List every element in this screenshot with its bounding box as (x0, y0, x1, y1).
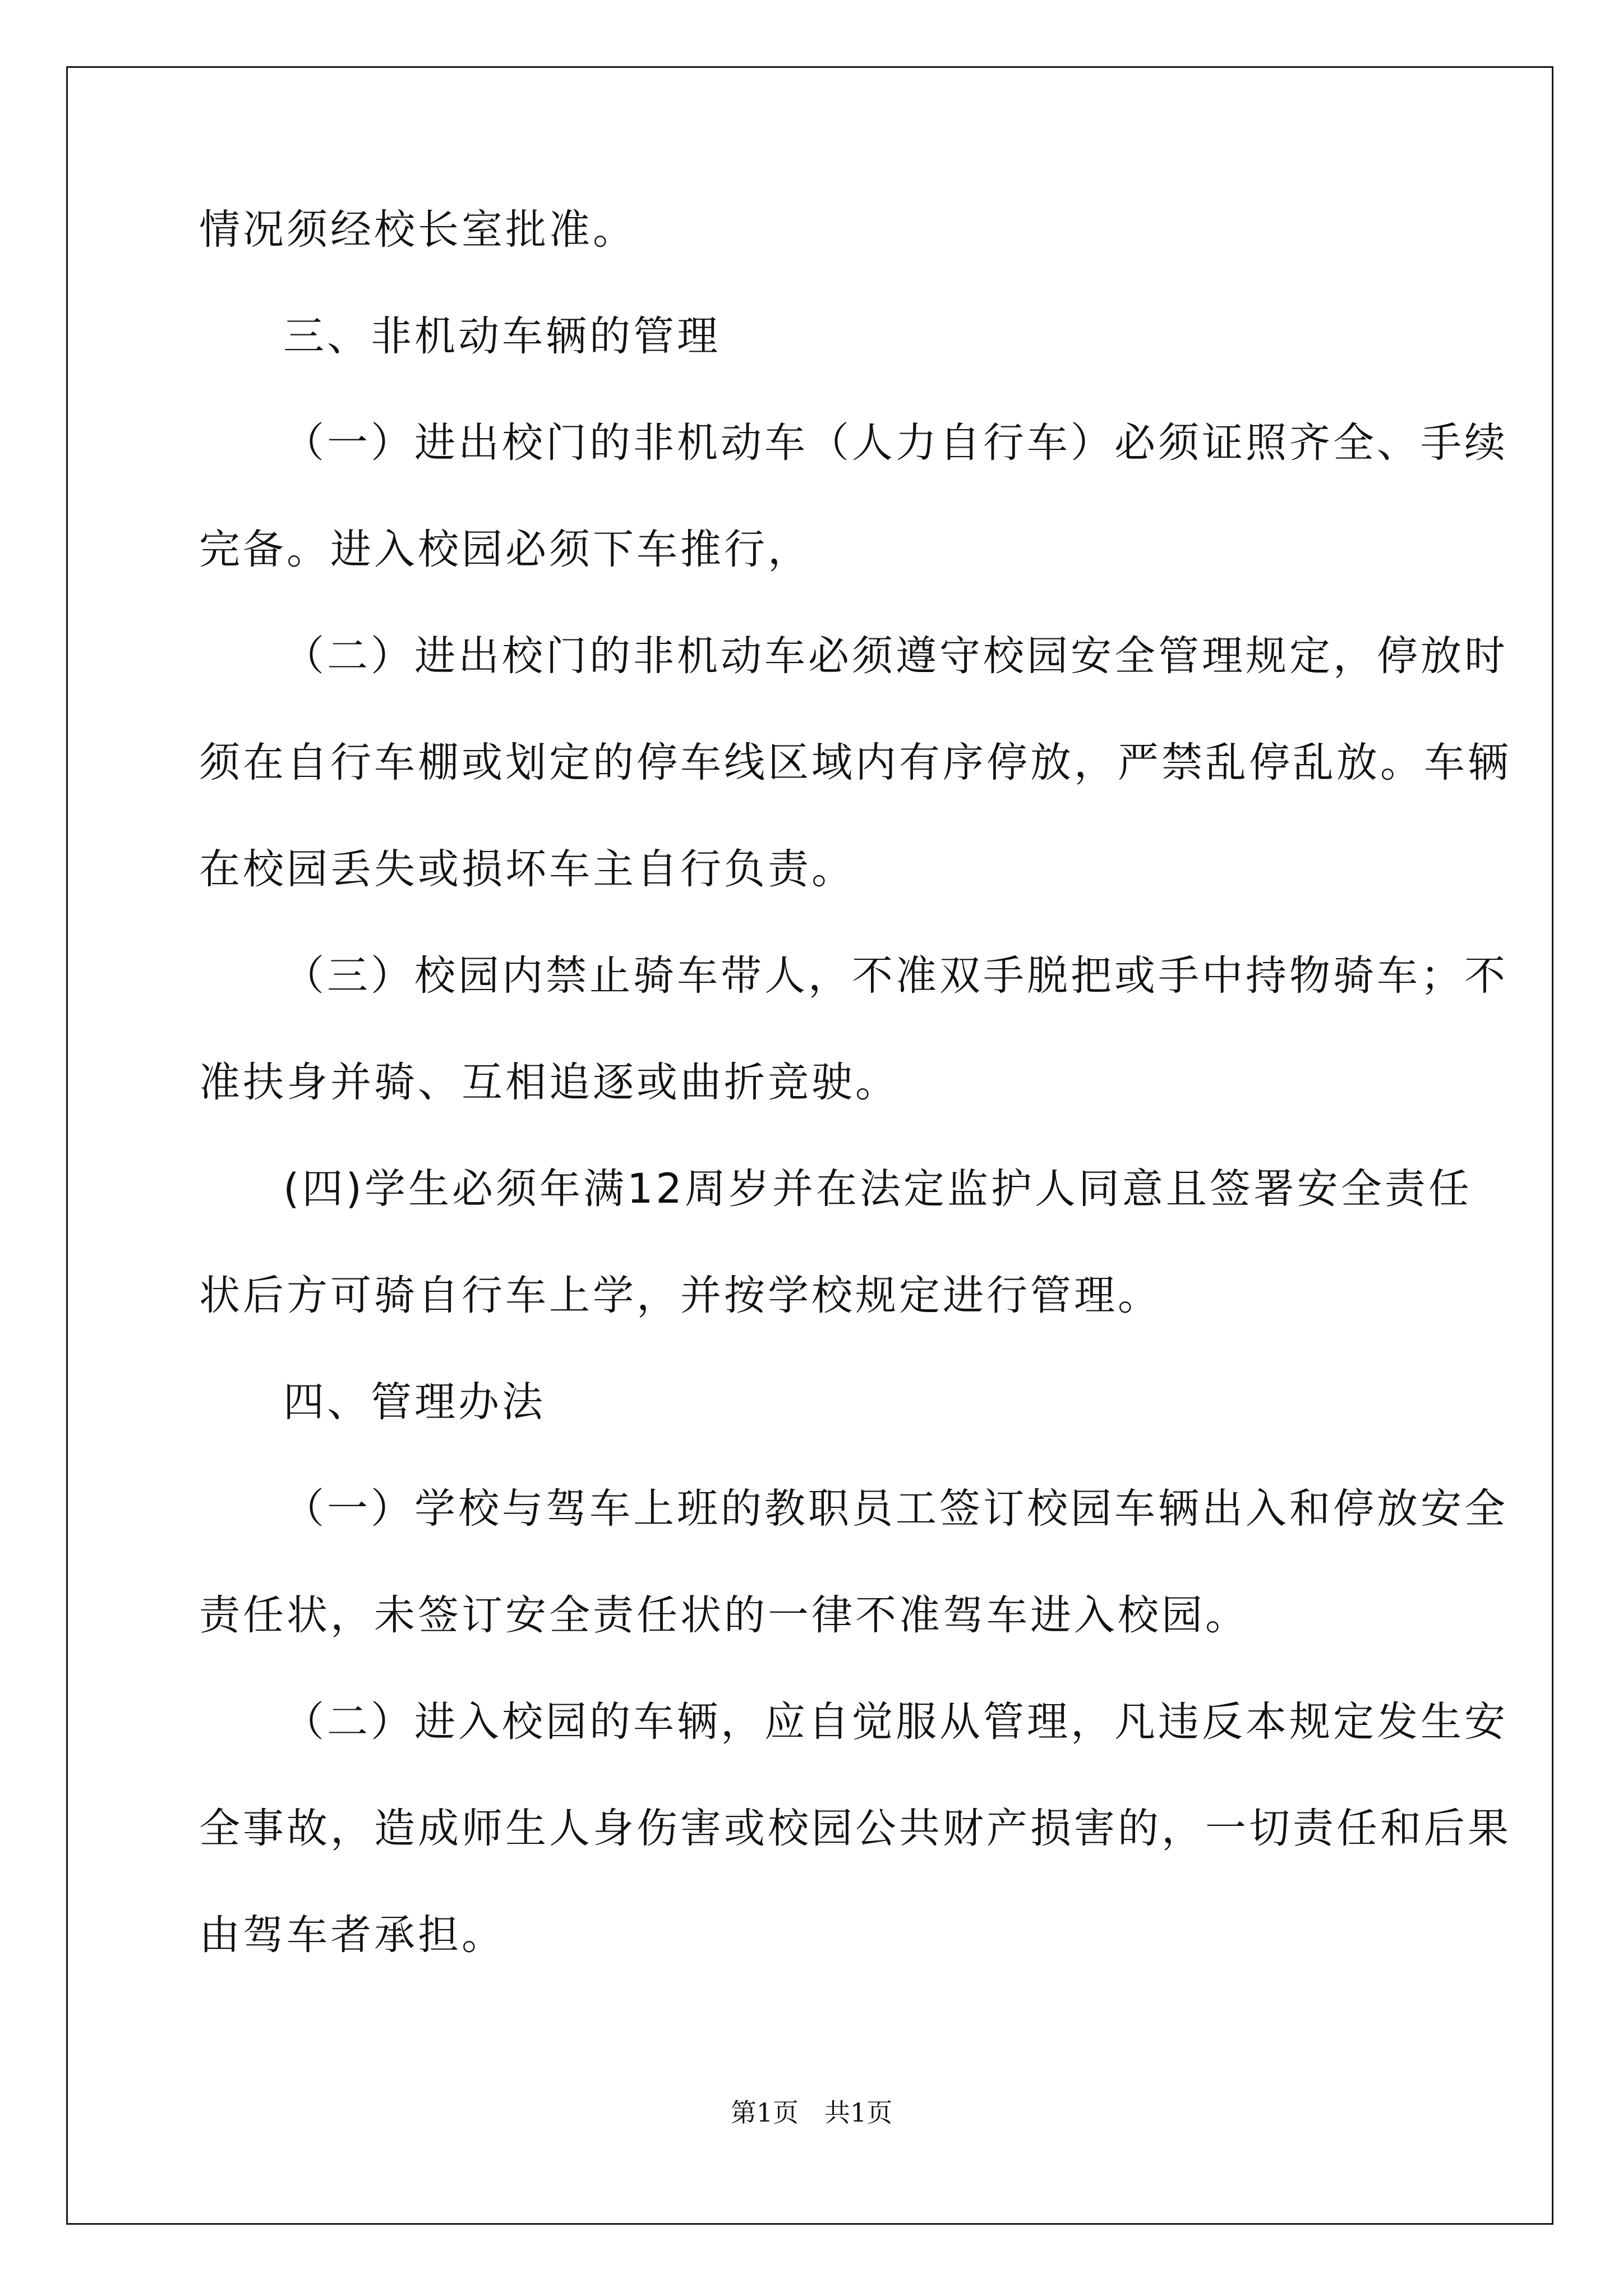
paragraph-line: （三）校园内禁止骑车带人，不准双手脱把或手中持物骑车；不 (283, 952, 1508, 1000)
paragraph-line: (四)学生必须年满12周岁并在法定监护人同意且签署安全责任 (283, 1165, 1472, 1213)
page-border (66, 66, 1553, 2225)
paragraph-line: （二）进出校门的非机动车必须遵守校园安全管理规定，停放时 (283, 632, 1508, 680)
paragraph-line: 完备。进入校园必须下车推行， (199, 526, 811, 573)
paragraph-line: 须在自行车棚或划定的停车线区域内有序停放，严禁乱停乱放。车辆 (199, 739, 1511, 786)
paragraph-line: 全事故，造成师生人身伤害或校园公共财产损害的，一切责任和后果 (199, 1805, 1511, 1852)
paragraph-line: 在校园丢失或损坏车主自行负责。 (199, 845, 855, 893)
page-number-footer: 第1页 共1页 (730, 2097, 893, 2128)
paragraph-line: （二）进入校园的车辆，应自觉服从管理，凡违反本规定发生安 (283, 1698, 1508, 1746)
paragraph-line: （一）进出校门的非机动车（人力自行车）必须证照齐全、手续 (283, 419, 1508, 467)
section-heading: 四、管理办法 (283, 1378, 546, 1426)
paragraph-line: （一）学校与驾车上班的教职员工签订校园车辆出入和停放安全 (283, 1485, 1508, 1533)
paragraph-line: 准扶身并骑、互相追逐或曲折竞驶。 (199, 1059, 899, 1106)
paragraph-line: 状后方可骑自行车上学，并按学校规定进行管理。 (199, 1272, 1161, 1319)
paragraph-line: 情况须经校长室批准。 (199, 206, 637, 254)
paragraph-line: 责任状，未签订安全责任状的一律不准驾车进入校园。 (199, 1591, 1249, 1639)
paragraph-line: 由驾车者承担。 (199, 1911, 505, 1959)
section-heading: 三、非机动车辆的管理 (283, 312, 721, 360)
